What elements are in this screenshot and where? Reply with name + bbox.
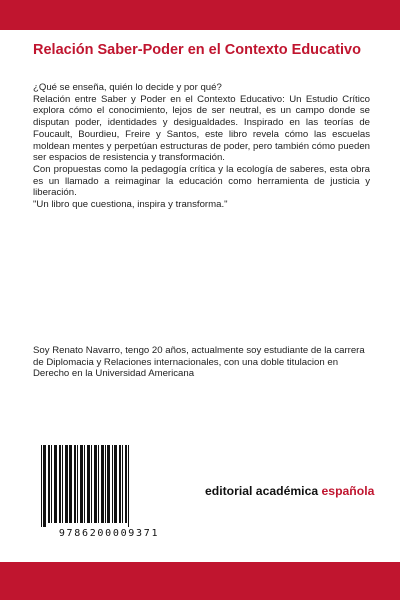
top-color-band (0, 0, 400, 30)
isbn-number: 9786200009371 (58, 528, 160, 539)
publisher-name-accent: española (321, 484, 375, 498)
blurb-quote: "Un libro que cuestiona, inspira y transforma." (33, 199, 228, 211)
blurb-question: ¿Qué se enseña, quién lo decide y por qué? (33, 82, 222, 93)
barcode-bars (33, 443, 185, 527)
blurb-paragraph-2: Con propuestas como la pedagogía crítica y la ecología de saberes, esta obra es un llamado a reimaginar la educación como herramienta de justicia y liberación. (33, 163, 370, 199)
book-title: Relación Saber-Poder en el Contexto Educativo (33, 42, 361, 58)
back-cover-blurb (33, 82, 370, 211)
publisher-logo (205, 484, 374, 498)
author-bio: Soy Renato Navarro, tengo 20 años, actualmente soy estudiante de la carrera de Diplomacia y Relaciones internacionales, con una doble titulacion en Derecho en la Universidad Americana (33, 345, 365, 380)
publisher-name: editorial académica (205, 484, 319, 498)
bottom-color-band (0, 562, 400, 600)
isbn-barcode (33, 443, 185, 543)
blurb-paragraph-1: Relación entre Saber y Poder en el Contexto Educativo: Un Estudio Crítico explora cómo el conocimiento, lejos de ser neutral, es un campo donde se disputan poder, identidades y desigualdades. Inspirado en las teorías de Foucault, Bourdieu, Freire y Santos, este libro revela cómo las escuelas moldean mentes y perpetúan estructuras de poder, pero también cómo pueden ser espacios de resistencia y transformación. (33, 93, 370, 164)
